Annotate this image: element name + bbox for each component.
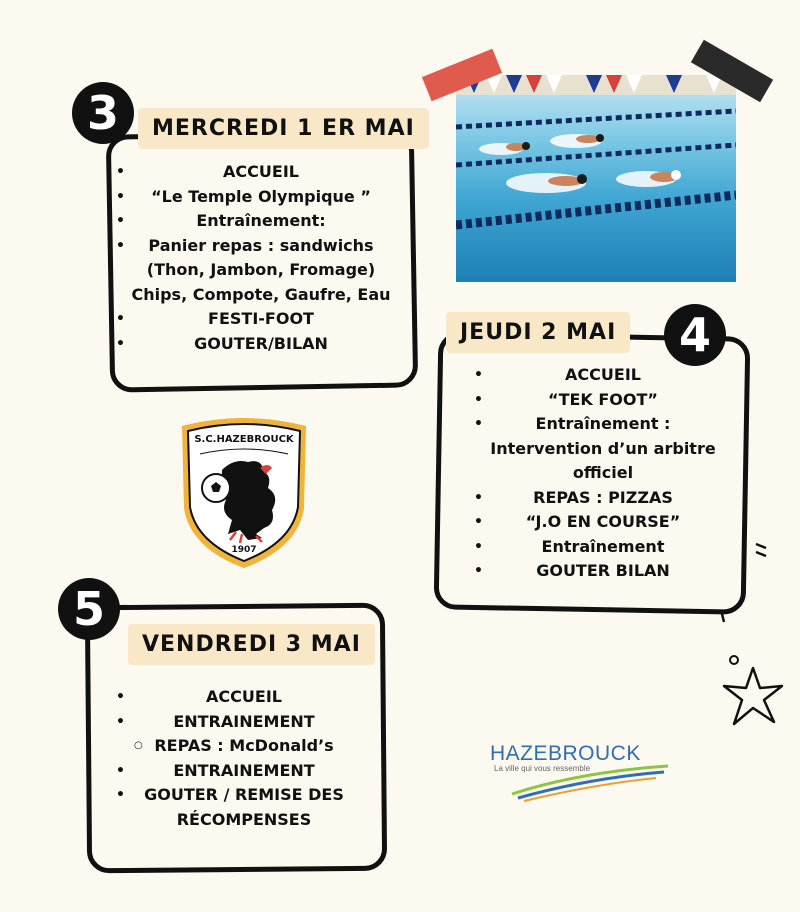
activity-item: • ACCUEIL: [474, 363, 732, 388]
activity-list-vendredi: [116, 685, 372, 832]
activity-item: • Entraînement:: [116, 209, 406, 234]
activity-item: • ACCUEIL: [116, 160, 406, 185]
dot-mark-icon: [714, 610, 744, 670]
day-title-mercredi: MERCREDI 1 ER MAI: [138, 108, 429, 149]
activity-item: • Entraînement :: [474, 412, 732, 437]
day-title-vendredi: VENDREDI 3 MAI: [128, 624, 375, 665]
activity-item: officiel: [572, 463, 634, 482]
activity-item: • Entraînement: [474, 535, 732, 560]
logo-swoosh-icon: [500, 754, 680, 804]
activity-item: • GOUTER / REMISE DES: [116, 783, 372, 808]
activity-list-jeudi: [474, 363, 732, 584]
club-year: 1907: [231, 545, 257, 555]
activity-item: • “Le Temple Olympique ”: [116, 185, 406, 210]
club-crest: [176, 416, 312, 576]
activity-item: Chips, Compote, Gaufre, Eau: [131, 284, 391, 304]
star-doodle-icon: [718, 664, 788, 734]
activity-item: • Panier repas : sandwichs: [116, 234, 406, 259]
activity-item: Intervention d’un arbitre: [490, 438, 716, 458]
activity-item: • ACCUEIL: [116, 685, 372, 710]
town-name: HAZEBROUCK: [490, 742, 641, 765]
activity-item: • “TEK FOOT”: [474, 388, 732, 413]
day-number-badge: 3: [72, 82, 134, 144]
day-title-jeudi: JEUDI 2 MAI: [446, 312, 630, 353]
activity-item: • REPAS : PIZZAS: [474, 486, 732, 511]
activity-item: • “J.O EN COURSE”: [474, 510, 732, 535]
day-number-badge: 5: [58, 578, 120, 640]
swimming-pool-photo: [456, 75, 736, 282]
activity-item: (Thon, Jambon, Fromage): [146, 260, 376, 279]
activity-list-mercredi: [116, 160, 406, 356]
day-number-badge: 4: [664, 304, 726, 366]
dash-marks-icon: [752, 540, 772, 560]
town-tagline: La ville qui vous ressemble: [494, 764, 591, 773]
activity-item: • FESTI-FOOT: [116, 307, 406, 332]
activity-item: RÉCOMPENSES: [176, 809, 312, 829]
activity-item: ○ REPAS : McDonald’s: [116, 734, 372, 759]
activity-item: • ENTRAINEMENT: [116, 759, 372, 784]
swimmers-image: [456, 75, 736, 282]
club-name: S.C.HAZEBROUCK: [194, 434, 294, 445]
activity-item: • GOUTER BILAN: [474, 559, 732, 584]
activity-item: • ENTRAINEMENT: [116, 710, 372, 735]
activity-item: • GOUTER/BILAN: [116, 332, 406, 357]
